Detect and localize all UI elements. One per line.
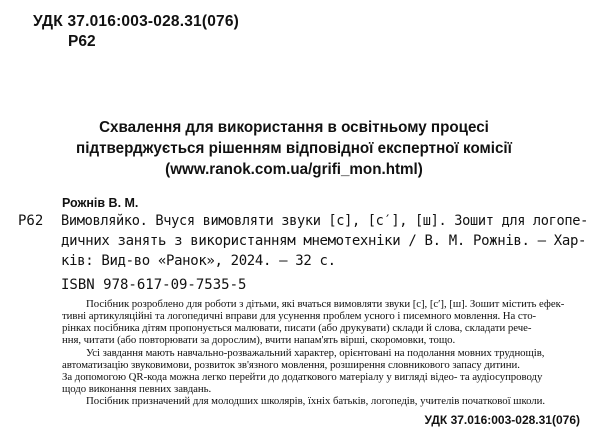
udc-code-header: УДК 37.016:003-028.31(076)	[33, 13, 240, 30]
annotation-line: рінках посібника дітям пропонується малювати, писати (або друкувати) склади й слова, складати рече-	[62, 322, 532, 334]
annotation-line: автоматизацію звуковимови, розвиток зв'язного мовлення, розширення словникового запасу дитини.	[62, 359, 520, 371]
author-mark: Р62	[18, 213, 44, 229]
annotation-line: щодо виконання певних завдань.	[62, 383, 212, 395]
annotation-line: Усі завдання мають навчально-розважальний характер, орієнтовані на подолання мовних труднощів,	[86, 347, 545, 359]
author-mark-header: Р62	[68, 33, 96, 50]
bibliographic-line-1: Вимовляйко. Вчуся вимовляти звуки [с], [с′], [ш]. Зошит для логопе-	[61, 213, 588, 229]
approval-line-2: підтверджується рішенням відповідної експертної комісії	[76, 140, 512, 157]
annotation-line: ння, читати (або повторювати за дорослим), вчити напам'ять вірші, скоромовки, тощо.	[62, 334, 456, 346]
approval-line-1: Схвалення для використання в освітньому процесі	[99, 119, 489, 136]
annotation-line: За допомогою QR-кода можна легко перейти до додаткового матеріалу у вигляді відео- та аудіосупроводу	[62, 371, 543, 383]
annotation-line: Посібник призначений для молодших школярів, їхніх батьків, логопедів, учителів початкової школи.	[86, 395, 546, 407]
author-name: Рожнів В. М.	[62, 196, 139, 210]
annotation-line: тивні артикуляційні та логопедичні вправи для усунення проблем усного і писемного мовлення. На сто-	[62, 310, 537, 322]
bibliographic-line-2: дичних занять з використанням мнемотехніки / В. М. Рожнів. — Хар-	[61, 233, 587, 249]
approval-url: (www.ranok.com.ua/grifi_mon.html)	[165, 161, 423, 178]
bibliographic-line-3: ків: Вид-во «Ранок», 2024. — 32 с.	[61, 253, 336, 269]
udc-code-footer: УДК 37.016:003-028.31(076)	[424, 413, 580, 427]
isbn: ISBN 978-617-09-7535-5	[61, 277, 247, 293]
annotation-line: Посібник розроблено для роботи з дітьми, які вчаться вимовляти звуки [с], [с′], [ш]. Зошит містить ефек-	[86, 298, 565, 310]
